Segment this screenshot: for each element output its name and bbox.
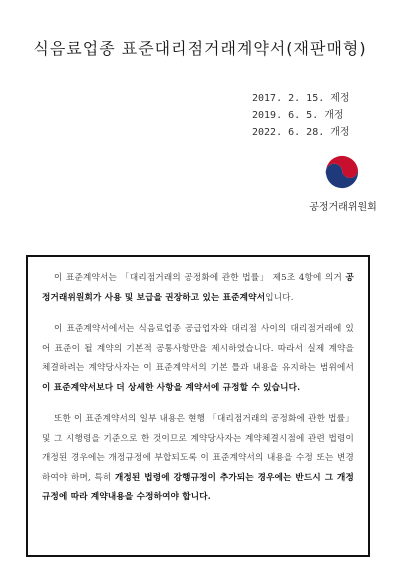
revision-dates (252, 90, 382, 141)
notice-paragraph-2 (42, 320, 354, 398)
notice-p1-end: 입니다. (265, 292, 294, 303)
notice-p2-text: 이 표준계약서에서는 식음료업종 공급업자와 대리점 사이의 대리점거래에 있어 표준이 될 계약의 기본적 공통사항만을 제시하였습니다. 따라서 실제 계약을 체결하려는 계약당사자는 이 표준계약서의 기본 틀과 내용을 유지하는 범위에서 (42, 324, 354, 373)
notice-box (26, 255, 370, 557)
date-enacted: 2017. 2. 15. 제정 (252, 93, 350, 104)
document-title: 식음료업종 표준대리점거래계약서(재판매형) (33, 39, 367, 58)
date-revised-2019: 2019. 6. 5. 개정 (252, 110, 344, 121)
taegeuk-logo-icon (320, 150, 364, 194)
notice-p3-text: 또한 이 표준계약서의 일부 내용은 현행 「대리점거래의 공정화에 관한 법률」 및 그 시행령을 기준으로 한 것이므로 계약당사자는 계약체결시점에 관련 법령이 개정된 경우에는 개정규정에 부합되도록 이 표준계약서의 내용을 수정 또는 변경하여야 하며, 특히 (42, 414, 354, 483)
notice-p1-text: 이 표준계약서는 「대리점거래의 공정화에 관한 법률」 제5조 4항에 의거 (54, 273, 342, 283)
notice-p3-emphasis: 개정된 법령에 강행규정이 추가되는 경우에는 반드시 그 개정규정에 따라 계약내용을 수정하여야 합니다. (42, 472, 354, 502)
notice-paragraph-1 (42, 269, 354, 308)
date-revised-2022: 2022. 6. 28. 개정 (252, 127, 350, 138)
notice-p2-emphasis: 이 표준계약서보다 더 상세한 사항을 계약서에 규정할 수 있습니다. (42, 382, 301, 393)
ftc-logo (298, 150, 388, 220)
organization-name: 공정거래위원회 (309, 202, 377, 213)
notice-p1-emphasis: 공정거래위원회가 사용 및 보급을 권장하고 있는 표준계약서 (42, 273, 354, 303)
notice-paragraph-3 (42, 410, 354, 508)
